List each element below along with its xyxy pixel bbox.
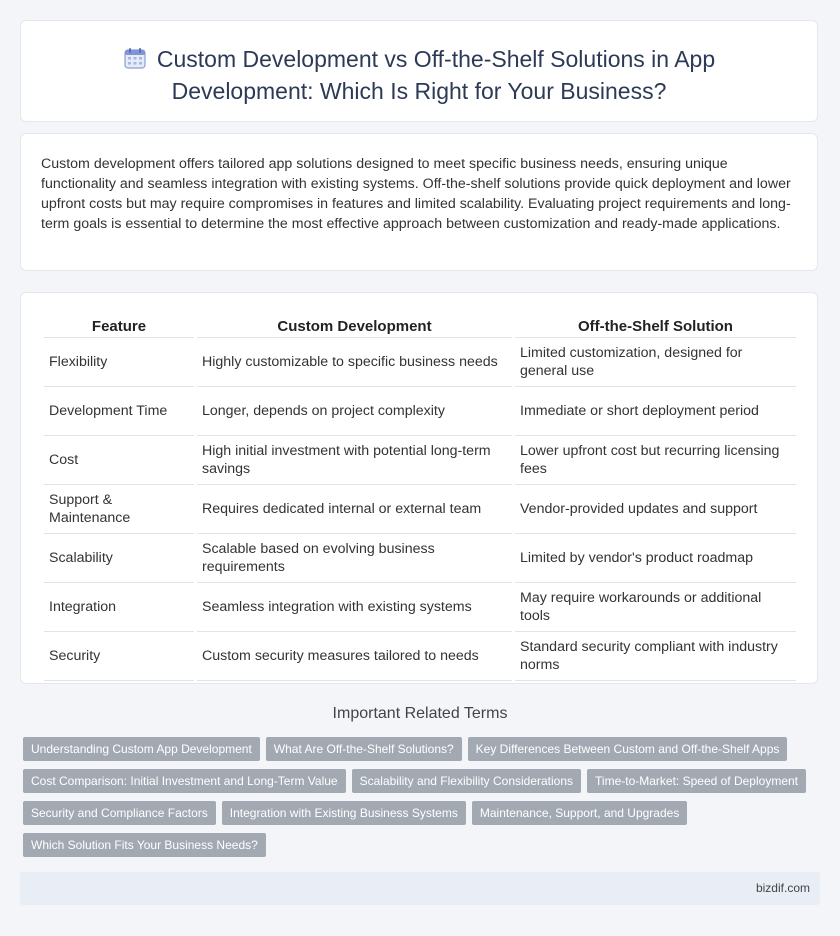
table-cell: Longer, depends on project complexity bbox=[197, 387, 512, 436]
table-cell: May require workarounds or additional tools bbox=[515, 583, 796, 632]
table-cell: Integration bbox=[44, 583, 194, 632]
table-cell: Immediate or short deployment period bbox=[515, 387, 796, 436]
table-cell: Security bbox=[44, 632, 194, 681]
table-cell: Highly customizable to specific business needs bbox=[197, 338, 512, 387]
column-header: Feature bbox=[44, 315, 194, 338]
table-cell: Development Time bbox=[44, 387, 194, 436]
footer-site-link[interactable]: bizdif.com bbox=[755, 881, 810, 895]
footer bbox=[20, 872, 820, 905]
table-cell: Scalability bbox=[44, 534, 194, 583]
table-header-row bbox=[44, 315, 796, 338]
calendar-icon bbox=[123, 46, 147, 77]
table-row bbox=[44, 534, 796, 583]
related-term-link[interactable]: Cost Comparison: Initial Investment and Long-Term Value bbox=[23, 769, 346, 793]
related-terms-heading: Important Related Terms bbox=[332, 705, 508, 722]
related-term-link[interactable]: Maintenance, Support, and Upgrades bbox=[472, 801, 687, 825]
table-cell: Limited customization, designed for general use bbox=[515, 338, 796, 387]
table-cell: Cost bbox=[44, 436, 194, 485]
related-term-link[interactable]: Key Differences Between Custom and Off-the-Shelf Apps bbox=[468, 737, 788, 761]
column-header: Off-the-Shelf Solution bbox=[515, 315, 796, 338]
table-cell: Standard security compliant with industry norms bbox=[515, 632, 796, 681]
related-term-link[interactable]: What Are Off-the-Shelf Solutions? bbox=[266, 737, 462, 761]
table-cell: Vendor-provided updates and support bbox=[515, 485, 796, 534]
column-header: Custom Development bbox=[197, 315, 512, 338]
related-term-link[interactable]: Scalability and Flexibility Considerations bbox=[352, 769, 581, 793]
table-row bbox=[44, 485, 796, 534]
table-row bbox=[44, 387, 796, 436]
title-card bbox=[20, 20, 818, 122]
related-term-link[interactable]: Security and Compliance Factors bbox=[23, 801, 216, 825]
table-cell: Limited by vendor's product roadmap bbox=[515, 534, 796, 583]
table-cell: Flexibility bbox=[44, 338, 194, 387]
table-row bbox=[44, 632, 796, 681]
comparison-card bbox=[20, 292, 818, 684]
table-cell: Requires dedicated internal or external team bbox=[197, 485, 512, 534]
table-cell: Seamless integration with existing systems bbox=[197, 583, 512, 632]
intro-card bbox=[20, 133, 818, 271]
related-terms-list bbox=[23, 737, 813, 865]
related-term-link[interactable]: Understanding Custom App Development bbox=[23, 737, 260, 761]
related-term-link[interactable]: Time-to-Market: Speed of Deployment bbox=[587, 769, 806, 793]
table-cell: Support & Maintenance bbox=[44, 485, 194, 534]
table-cell: High initial investment with potential long-term savings bbox=[197, 436, 512, 485]
table-cell: Lower upfront cost but recurring licensing fees bbox=[515, 436, 796, 485]
title-line-2: Development: Which Is Right for Your Business? bbox=[171, 78, 667, 104]
title-line-1: Custom Development vs Off-the-Shelf Solutions in App bbox=[156, 46, 716, 72]
intro-paragraph: Custom development offers tailored app solutions designed to meet specific business needs, ensuring unique functionality and seamless integration with existing systems. Off-the-shelf solutions provide quick deployment and lower upfront costs but may require compromises in features and limited scalability. Evaluating project requirements and long-term goals is essential to determine the most effective approach between customization and ready-made applications. bbox=[41, 156, 791, 232]
related-term-link[interactable]: Integration with Existing Business Systems bbox=[222, 801, 466, 825]
table-row bbox=[44, 338, 796, 387]
table-row bbox=[44, 583, 796, 632]
related-term-link[interactable]: Which Solution Fits Your Business Needs? bbox=[23, 833, 266, 857]
page-title bbox=[21, 45, 817, 106]
table-row bbox=[44, 436, 796, 485]
table-cell: Scalable based on evolving business requirements bbox=[197, 534, 512, 583]
comparison-table bbox=[41, 315, 799, 681]
table-cell: Custom security measures tailored to needs bbox=[197, 632, 512, 681]
